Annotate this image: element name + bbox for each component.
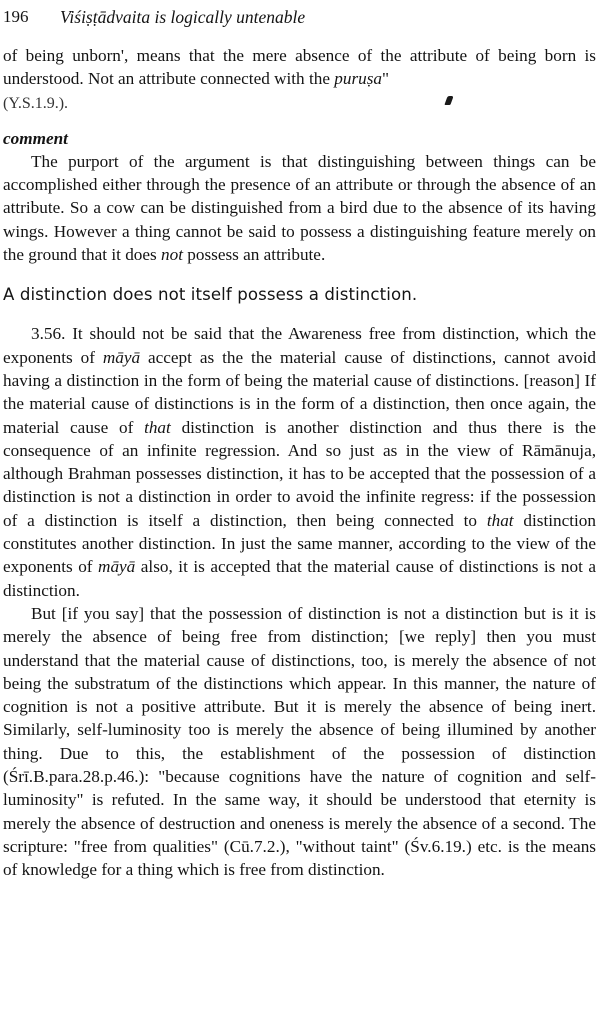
page-number: 196: [3, 7, 29, 26]
para-356-italic-3: that: [486, 510, 514, 530]
para-356-text-5: also, it is accepted that the material cause of distinctions is not a distinction.: [3, 557, 596, 600]
para-356-italic-4: māyā: [98, 557, 136, 577]
opening-paragraph: [3, 44, 596, 114]
para-356-italic-1: māyā: [102, 347, 141, 367]
opening-text: of being unborn', means that the mere absence of the attribute of being born is understood. Not an attribute connected with the: [3, 46, 596, 89]
comment-heading: comment: [3, 128, 68, 148]
opening-citation: (Y.S.1.9.).: [3, 94, 69, 112]
page-header: [3, 6, 596, 36]
comment-italic-word: not: [161, 245, 183, 265]
opening-italic-word: puruṣa: [334, 69, 383, 89]
para-356-text-1: 3.56. It should not be said that the Awareness free from distinction, which the exponents of: [3, 324, 596, 367]
comment-text-a: The purport of the argument is that distinguishing between things can be accomplished either through the presence of an attribute or through the absence of an attribute. So a cow can be distinguished from a bird due to the absence of its having wings. However a thing cannot be said to possess a distinguishing feature merely on the ground that it does: [3, 151, 596, 265]
para-356-text-2: accept as the the material cause of distinctions, cannot avoid having a distinction in the form of being the material cause of distinctions. [reason] If the material cause of distinctions is in the form of a distinction, then once again, the material cause of: [3, 347, 596, 437]
reply-paragraph: But [if you say] that the possession of distinction is not a distinction but is it is merely the absence of being free from distinction; [we reply] then you must understand that the material cause of distinctions, too, is merely the absence of not being the substratum of the distinctions which appear. In this manner, the nature of cognition is not a positive attribute. But it is merely the absence of being inert. Similarly, self-luminosity too is merely the absence of being illumined by another thing. Due to this, the establishment of the possession of distinction (Śrī.B.para.28.p.46.): "because cognitions have the nature of cognition and self-luminosity" is refuted. In the same way, it should be understood that eternity is merely the absence of destruction and oneness is merely the absence of a second. The scripture: "free from qualities" (Cū.7.2.), "without taint" (Śv.6.19.) etc. is the means of knowledge for a thing which is free from distinction.: [3, 603, 596, 880]
opening-closing-quote: ": [382, 69, 390, 89]
para-356-text-3: distinction is another distinction and thus there is the consequence of an infinite regression. And so just as in the view of Rāmānuja, although Brahman possesses distinction, it has to be accepted that the possession of a distinction is not a distinction in order to avoid the infinite regress: if the possession of a distinction is itself a distinction, then being connected to: [3, 417, 597, 530]
section-heading: A distinction does not itself possess a distinction.: [3, 285, 418, 305]
paragraph-3-56: [3, 322, 596, 602]
comment-text-b: possess an attribute.: [182, 245, 326, 265]
para-356-text-4: distinction constitutes another distinction. In just the same manner, according to the view of the exponents of: [3, 510, 596, 577]
comment-paragraph: [3, 150, 596, 266]
para-356-italic-2: that: [144, 417, 171, 437]
running-title: Viśiṣṭādvaita is logically untenable: [60, 7, 306, 27]
